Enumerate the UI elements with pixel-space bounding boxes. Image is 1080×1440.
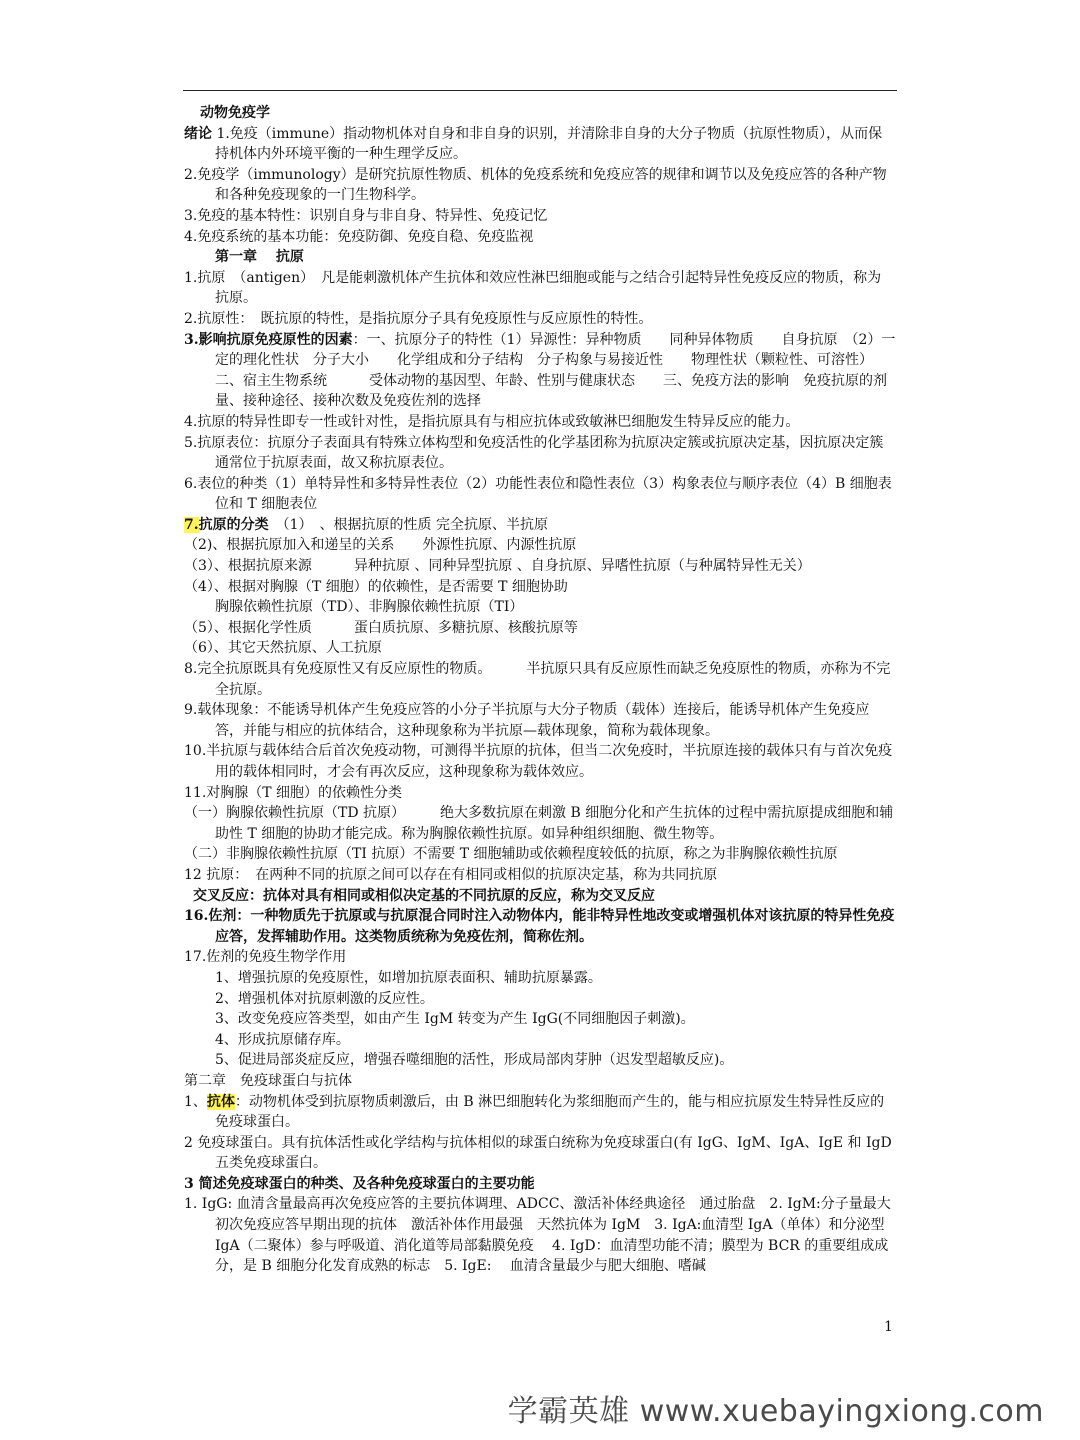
paragraph-text-run: 3 简述免疫球蛋白的种类、及各种免疫球蛋白的主要功能 (184, 1175, 535, 1192)
paragraph-22 (184, 803, 896, 844)
paragraph-8 (184, 412, 896, 433)
paragraph-37 (184, 1194, 896, 1276)
paragraph-text-run: 7. (184, 516, 199, 533)
paragraph-text-run: 2 免疫球蛋白。具有抗体活性或化学结构与抗体相似的球蛋白统称为免疫球蛋白(有 IgG、IgM、IgA、IgE 和 IgD 五类免疫球蛋白。 (184, 1134, 892, 1172)
paragraph-16 (184, 618, 896, 639)
document-title: 动物免疫学 (200, 105, 270, 121)
paragraph-text-run: 3、改变免疫应答类型，如由产生 IgM 转变为产生 IgG(不同细胞因子刺激)。 (215, 1011, 695, 1028)
paragraph-text-run: 3.免疫的基本特性：识别自身与非自身、特异性、免疫记忆 (184, 207, 548, 224)
paragraph-27 (184, 947, 896, 968)
paragraph-33 (184, 1071, 896, 1092)
paragraph-3 (184, 227, 896, 248)
paragraph-text-run: 4.抗原的特异性即专一性或针对性，是指抗原具有与相应抗体或致敏淋巴细胞发生特异反应的能力。 (184, 413, 800, 430)
paragraph-12 (184, 535, 896, 556)
paragraph-30 (184, 1009, 896, 1030)
paragraph-text-run: 16.佐剂：一种物质先于抗原或与抗原混合同时注入动物体内，能非特异性地改变或增强机体对该抗原的特异性免疫应答，发挥辅助作用。这类物质统称为免疫佐剂，简称佐剂。 (184, 908, 895, 945)
header-rule (183, 90, 897, 91)
paragraph-text-run: 1. IgG: 血清含量最高再次免疫应答的主要抗体调理、ADCC、激活补体经典途径 通过胎盘 2. IgM:分子量最大初次免疫应答早期出现的抗体 激活补体作用最强 天然抗体为 IgM 3. IgA:血清型 IgA（单体）和分泌型 IgA（二聚体）参与呼吸道、消化道等局部黏膜免疫 4. IgD：血清型功能不清；膜型为 BCR 的重要组成成分，是 B 细胞分化发育成熟的标志 5. IgE: 血清含量最少与肥大细胞、嗜碱 (184, 1196, 891, 1275)
paragraph-text-run: 第一章 抗原 (215, 249, 304, 266)
paragraph-35 (184, 1133, 896, 1174)
paragraph-text-run: 1.免疫（immune）指动物机体对自身和非自身的识别，并清除非自身的大分子物质（抗原性物质），从而保持机体内外环境平衡的一种生理学反应。 (212, 125, 883, 163)
paragraph-4 (184, 247, 896, 268)
paragraph-19 (184, 700, 896, 741)
paragraph-text-run: 2.免疫学（immunology）是研究抗原性物质、机体的免疫系统和免疫应答的规律和调节以及免疫应答的各种产物和各种免疫现象的一门生物科学。 (184, 166, 887, 204)
paragraph-text-run: 4、形成抗原储存库。 (215, 1031, 350, 1048)
paragraph-text-run: （3）、根据抗原来源 异种抗原 、同种异型抗原 、自身抗原、异嗜性抗原（与种属特异性无关） (184, 558, 811, 575)
paragraph-text-run: 交叉反应：抗体对具有相同或相似决定基的不同抗原的反应，称为交叉反应 (193, 887, 655, 904)
paragraph-text-run: （6）、其它天然抗原、人工抗原 (184, 640, 382, 657)
paragraph-14 (184, 577, 896, 598)
paragraph-text-run: 第二章 免疫球蛋白与抗体 (184, 1072, 352, 1089)
paragraph-11 (184, 515, 896, 536)
page-number: 1 (884, 1319, 893, 1335)
paragraph-text-run: 1.抗原 （antigen） 凡是能刺激机体产生抗体和效应性淋巴细胞或能与之结合引起特异性免疫反应的物质，称为 抗原。 (184, 269, 882, 307)
paragraph-text-run: 抗原的分类 (198, 516, 269, 533)
paragraph-28 (184, 968, 896, 989)
paragraph-32 (184, 1050, 896, 1071)
paragraph-10 (184, 474, 896, 515)
paragraph-text-run: （5）、根据化学性质 蛋白质抗原、多糖抗原、核酸抗原等 (184, 619, 578, 636)
paragraph-text-run: 1、 (184, 1093, 207, 1110)
paragraph-7 (184, 330, 896, 412)
paragraph-text-run: 胸腺依赖性抗原（TD）、非胸腺依赖性抗原（TI） (215, 599, 524, 616)
paragraph-text-run: （4）、根据对胸腺（T 细胞）的依赖性，是否需要 T 细胞协助 (184, 578, 568, 595)
paragraph-text-run: 2.抗原性： 既抗原的特性，是指抗原分子具有免疫原性与反应原性的特性。 (184, 310, 653, 327)
paragraph-20 (184, 741, 896, 782)
paragraph-text-run: 6.表位的种类（1）单特异性和多特异性表位（2）功能性表位和隐性表位（3）构象表位与顺序表位（4）B 细胞表位和 T 细胞表位 (184, 475, 892, 513)
site-watermark: 学霸英雄 www.xuebayingxiong.com (507, 1394, 1044, 1429)
paragraph-text-run: 10.半抗原与载体结合后首次免疫动物，可测得半抗原的抗体，但当二次免疫时，半抗原连接的载体只有与首次免疫用的载体相同时，才会有再次反应，这种现象称为载体效应。 (184, 743, 893, 780)
paragraph-21 (184, 783, 896, 804)
paragraph-text-run: 11.对胸腺（T 细胞）的依赖性分类 (184, 784, 403, 801)
paragraph-text-run: 17.佐剂的免疫生物学作用 (184, 949, 347, 966)
paragraph-text-run: 9.载体现象：不能诱导机体产生免疫应答的小分子半抗原与大分子物质（载体）连接后，能诱导机体产生免疫应答，并能与相应的抗体结合，这种现象称为半抗原—载体现象，简称为载体现象。 (184, 702, 870, 739)
paragraph-17 (184, 638, 896, 659)
paragraph-34 (184, 1092, 896, 1133)
paragraph-text-run: （1） 、根据抗原的性质 完全抗原、半抗原 (268, 516, 548, 533)
paragraph-13 (184, 556, 896, 577)
paragraph-text-run: ：一、抗原分子的特性（1）异源性：异种物质 同种异体物质 自身抗原 （2）一定的理化性状 分子大小 化学组成和分子结构 分子构象与易接近性 物理性状（颗粒性、可溶性） 二、宿主生物系统 受体动物的基因型、年龄、性别与健康状态 三、免疫方法的影响 免疫抗原的剂量、接种途径、接种次数及免疫佐剂的选择 (215, 331, 896, 410)
paragraph-text-run: 2、增强机体对抗原刺激的反应性。 (215, 990, 434, 1007)
paragraph-text-run: 12 抗原： 在两种不同的抗原之间可以存在有相同或相似的抗原决定基，称为共同抗原 (184, 866, 718, 883)
paragraph-text-run: 1、增强抗原的免疫原性，如增加抗原表面积、辅助抗原暴露。 (215, 969, 602, 986)
paragraph-36 (184, 1174, 896, 1195)
paragraph-text-run: 5.抗原表位：抗原分子表面具有特殊立体构型和免疫活性的化学基团称为抗原决定簇或抗原决定基，因抗原决定簇通常位于抗原表面，故又称抗原表位。 (184, 434, 884, 472)
paragraph-23 (184, 844, 896, 865)
paragraph-25 (184, 886, 896, 907)
paragraph-text-run: 8.完全抗原既具有免疫原性又有反应原性的物质。 半抗原只具有反应原性而缺乏免疫原性的物质，亦称为不完全抗原。 (184, 661, 891, 698)
paragraph-text-run: （二）非胸腺依赖性抗原（TI 抗原）不需要 T 细胞辅助或依赖程度较低的抗原，称之为非胸腺依赖性抗原 (184, 846, 838, 863)
paragraph-1 (184, 165, 896, 206)
paragraph-text-run: ：动物机体受到抗原物质刺激后，由 B 淋巴细胞转化为浆细胞而产生的，能与相应抗原发生特异性反应的免疫球蛋白。 (215, 1093, 885, 1131)
paragraph-6 (184, 309, 896, 330)
paragraph-text-run: （2)、根据抗原加入和递呈的关系 外源性抗原、内源性抗原 (184, 537, 577, 554)
paragraph-0 (184, 124, 896, 165)
paragraph-text-run: 5、促进局部炎症反应，增强吞噬细胞的活性，形成局部肉芽肿（迟发型超敏反应)。 (215, 1052, 734, 1069)
paragraph-text-run: 3.影响抗原免疫原性的因素 (184, 331, 353, 348)
paragraph-text-run: 抗体 (206, 1093, 235, 1110)
paragraph-text-run: 4.免疫系统的基本功能：免疫防御、免疫自稳、免疫监视 (184, 228, 534, 245)
paragraph-text-run: 绪论 (184, 125, 212, 142)
paragraph-9 (184, 433, 896, 474)
paragraph-text-run: （一）胸腺依赖性抗原（TD 抗原） 绝大多数抗原在刺激 B 细胞分化和产生抗体的过程中需抗原提成细胞和辅助性 T 细胞的协助才能完成。称为胸腺依赖性抗原。如异种组织细胞、微生物等。 (184, 805, 894, 842)
paragraph-list (184, 124, 896, 1277)
paragraph-29 (184, 989, 896, 1010)
paragraph-31 (184, 1030, 896, 1051)
document-body (184, 103, 896, 1277)
paragraph-5 (184, 268, 896, 309)
paragraph-24 (184, 865, 896, 886)
paragraph-15 (184, 597, 896, 618)
paragraph-18 (184, 659, 896, 700)
paragraph-2 (184, 206, 896, 227)
paragraph-26 (184, 906, 896, 947)
